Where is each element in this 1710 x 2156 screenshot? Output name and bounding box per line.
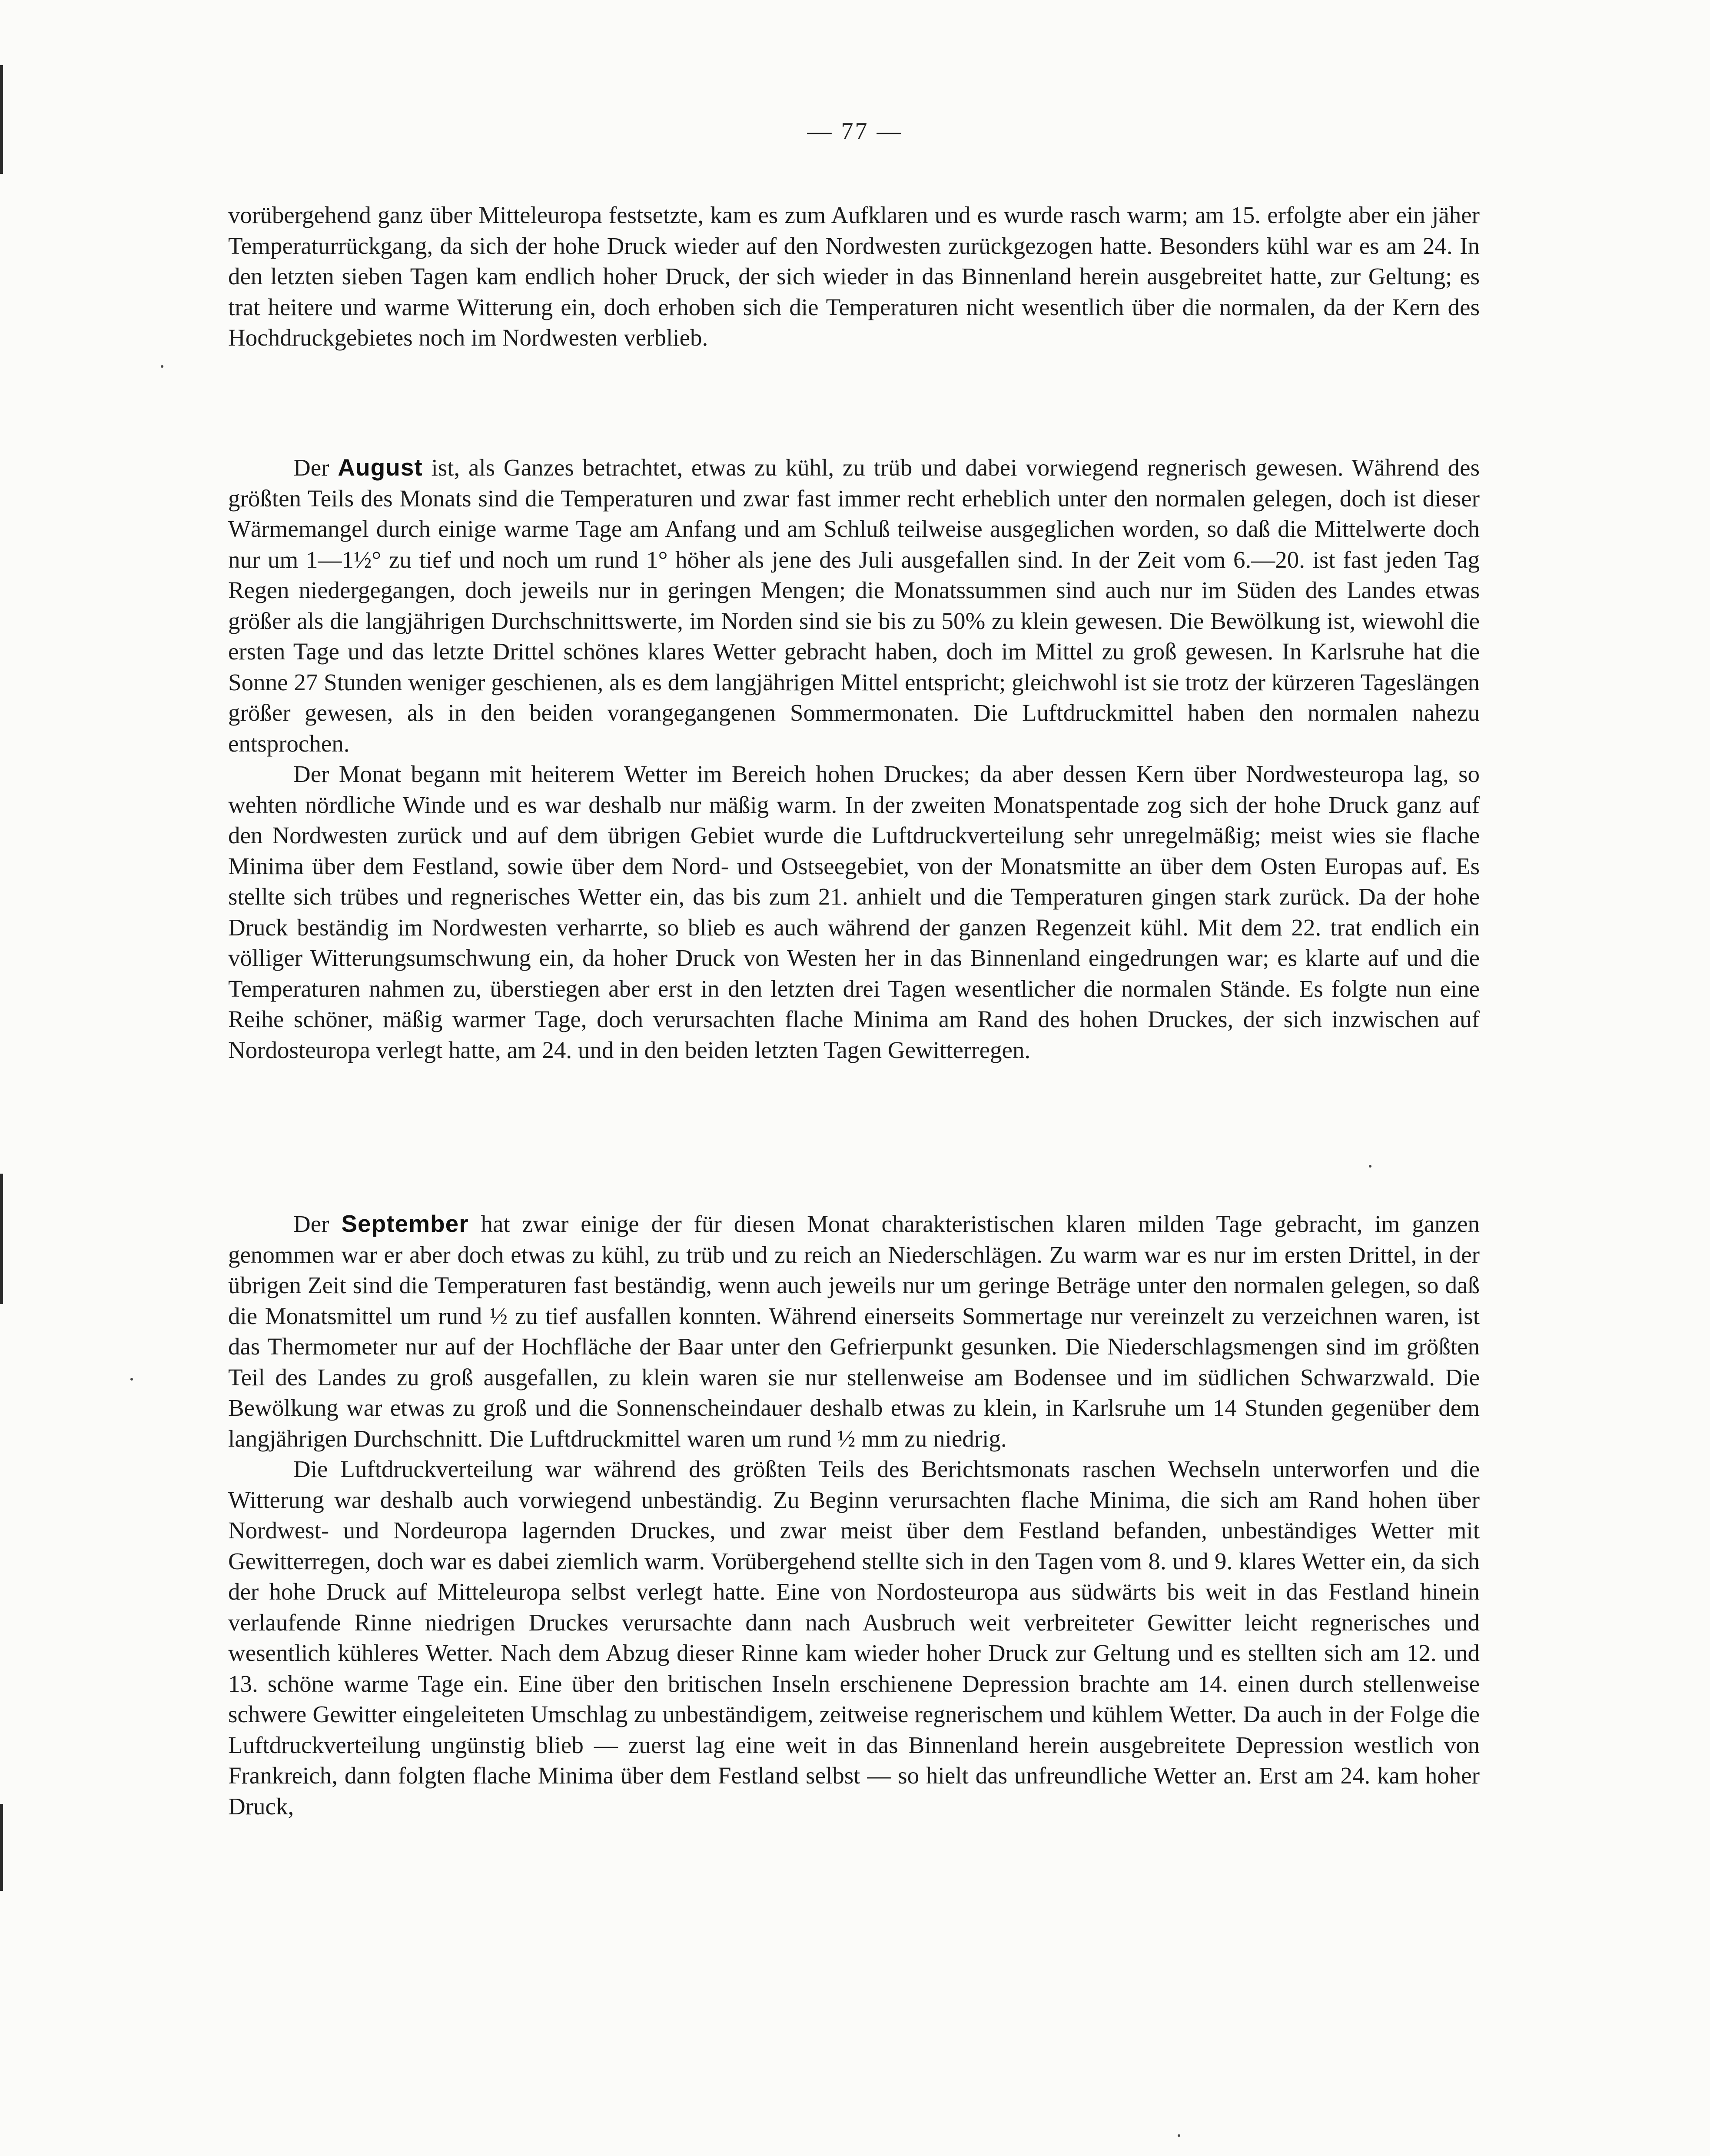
august-lead-in: Der (293, 454, 329, 481)
september-lead-in: Der (293, 1211, 329, 1237)
august-heading: August (338, 454, 423, 481)
july-continuation-section (228, 200, 1480, 353)
august-paragraph-1-text: ist, als Ganzes betrachtet, etwas zu kühl, zu trüb und dabei vorwiegend regnerisch gewesen. Während des größten Teils des Monats sind die Temperaturen und zwar fast immer recht erheblich unter den normalen gelegen, doch ist dieser Wärmemangel durch einige warme Tage am Anfang und am Schluß teilweise ausgeglichen worden, so daß die Mittelwerte doch nur um 1—1½° zu tief und noch um rund 1° höher als jene des Juli ausgefallen sind. In der Zeit vom 6.—20. ist fast jeden Tag Regen niedergegangen, doch jeweils nur in geringen Mengen; die Monatssummen sind auch nur im Süden des Landes etwas größer als die langjährigen Durchschnittswerte, im Norden sind sie bis zu 50% zu klein gewesen. Die Bewölkung ist, wiewohl die ersten Tage und das letzte Drittel schönes klares Wetter gebracht haben, doch im Mittel zu groß gewesen. In Karlsruhe hat die Sonne 27 Stunden weniger geschienen, als es dem langjährigen Mittel entspricht; gleichwohl ist sie trotz der kürzeren Tageslängen größer gewesen, als in den beiden vorangegangenen Sommermonaten. Die Luftdruckmittel haben den normalen nahezu entsprochen. (228, 454, 1480, 757)
page-number: — 77 — (807, 118, 903, 145)
scan-speck (130, 1378, 133, 1381)
scan-border-mark (0, 1174, 3, 1304)
august-paragraph-1 (228, 452, 1480, 759)
scan-speck (1369, 1165, 1371, 1168)
august-paragraph-2: Der Monat begann mit heiterem Wetter im Bereich hohen Druckes; da aber dessen Kern über Nordwesteuropa lag, so wehten nördliche Winde und es war deshalb nur mäßig warm. In der zweiten Monatspentade zog sich der hohe Druck ganz auf den Nordwesten zurück und auf dem übrigen Gebiet wurde die Luftdruckverteilung sehr unregelmäßig; meist wies sie flache Minima über dem Festland, sowie über dem Nord- und Ostseegebiet, von der Monatsmitte an über dem Osten Europas auf. Es stellte sich trübes und regnerisches Wetter ein, das bis zum 21. anhielt und die Temperaturen gingen stark zurück. Da der hohe Druck beständig im Nordwesten verharrte, so blieb es auch während der ganzen Regenzeit kühl. Mit dem 22. trat endlich ein völliger Witterungsumschwung ein, da hoher Druck von Westen her in das Binnenland eingedrungen war; es klarte auf und die Temperaturen nahmen zu, überstiegen aber erst in den letzten drei Tagen wesentlicher die normalen Stände. Es folgte nun eine Reihe schöner, mäßig warmer Tage, doch verursachten flache Minima am Rand des hohen Druckes, der sich inzwischen auf Nordosteuropa verlegt hatte, am 24. und in den beiden letzten Tagen Gewitterregen. (228, 761, 1480, 1063)
july-paragraph: vorübergehend ganz über Mitteleuropa festsetzte, kam es zum Aufklaren und es wurde rasch warm; am 15. erfolgte aber ein jäher Temperaturrückgang, da sich der hohe Druck wieder auf den Nordwesten zurückgezogen hatte. Besonders kühl war es am 24. In den letzten sieben Tagen kam endlich hoher Druck, der sich wieder in das Binnenland herein ausgebreitet hatte, zur Geltung; es trat heitere und warme Witterung ein, doch erhoben sich die Temperaturen nicht wesentlich über die normalen, da der Kern des Hochdruckgebietes noch im Nordwesten verblieb. (228, 202, 1480, 351)
scan-border-mark (0, 1804, 3, 1891)
september-section (228, 1208, 1480, 1822)
scan-speck (1178, 2134, 1180, 2137)
september-paragraph-2: Die Luftdruckverteilung war während des größten Teils des Berichtsmonats raschen Wechseln unterworfen und die Witterung war deshalb auch vorwiegend unbeständig. Zu Beginn verursachten flache Minima, die sich am Rand hohen über Nordwest- und Nordeuropa lagernden Druckes, und zwar meist über dem Festland befanden, unbeständiges Wetter mit Gewitterregen, doch war es dabei ziemlich warm. Vorübergehend stellte sich in den Tagen vom 8. und 9. klares Wetter ein, da sich der hohe Druck auf Mitteleuropa selbst verlegt hatte. Eine von Nordosteuropa aus südwärts bis weit in das Festland hinein verlaufende Rinne niedrigen Druckes verursachte dann nach Ausbruch weit verbreiteter Gewitter leicht regnerisches und wesentlich kühleres Wetter. Nach dem Abzug dieser Rinne kam wieder hoher Druck zur Geltung und es stellten sich am 12. und 13. schöne warme Tage ein. Eine über den britischen Inseln erschienene Depression brachte am 14. einen durch stellenweise schwere Gewitter eingeleiteten Umschlag zu unbeständigem, zeitweise regnerischem und kühlem Wetter. Da auch in der Folge die Luftdruckverteilung ungünstig blieb — zuerst lag eine weit in das Binnenland herein ausgebreitete Depression westlich von Frankreich, dann folgten flache Minima über dem Festland selbst — so hielt das unfreundliche Wetter an. Erst am 24. kam hoher Druck, (228, 1456, 1480, 1820)
september-paragraph-1 (228, 1208, 1480, 1454)
scan-speck (161, 365, 163, 368)
august-section (228, 452, 1480, 1065)
september-heading: September (341, 1210, 469, 1237)
september-paragraph-1-text: hat zwar einige der für diesen Monat charakteristischen klaren milden Tage gebracht, im ganzen genommen war er aber doch etwas zu kühl, zu trüb und zu reich an Niederschlägen. Zu warm war es nur im ersten Drittel, in der übrigen Zeit sind die Temperaturen fast beständig, wenn auch jeweils nur um geringe Beträge unter den normalen gelegen, so daß die Monatsmittel um rund ½ zu tief ausfallen konnten. Während einerseits Sommertage nur vereinzelt zu verzeichnen waren, ist das Thermometer nur auf der Hochfläche der Baar unter den Gefrierpunkt gesunken. Die Niederschlagsmengen sind im größten Teil des Landes zu groß ausgefallen, zu klein waren sie nur stellenweise am Bodensee und im südlichen Schwarzwald. Die Bewölkung war etwas zu groß und die Sonnenscheindauer deshalb etwas zu klein, in Karlsruhe um 14 Stunden gegenüber dem langjährigen Durchschnitt. Die Luftdruckmittel waren um rund ½ mm zu niedrig. (228, 1211, 1480, 1452)
